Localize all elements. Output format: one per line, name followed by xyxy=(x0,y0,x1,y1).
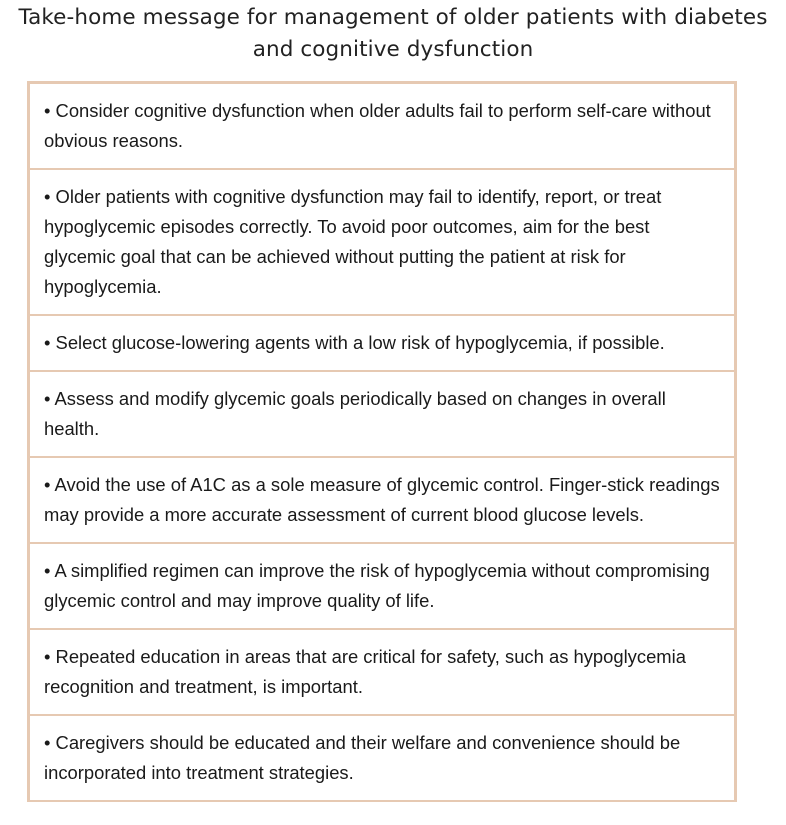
message-row: • Older patients with cognitive dysfunction may fail to identify, report, or treat hypoglycemic episodes correctly. To avoid poor outcomes, aim for the best glycemic goal that can be achieved without putting the patient at risk for hypoglycemia. xyxy=(30,170,734,316)
message-row: • Caregivers should be educated and their welfare and convenience should be incorporated into treatment strategies. xyxy=(30,716,734,802)
message-table xyxy=(27,81,737,802)
message-row: • Assess and modify glycemic goals periodically based on changes in overall health. xyxy=(30,372,734,458)
message-row: • Repeated education in areas that are critical for safety, such as hypoglycemia recognition and treatment, is important. xyxy=(30,630,734,716)
message-row: • A simplified regimen can improve the risk of hypoglycemia without compromising glycemic control and may improve quality of life. xyxy=(30,544,734,630)
message-row: • Avoid the use of A1C as a sole measure of glycemic control. Finger-stick readings may provide a more accurate assessment of current blood glucose levels. xyxy=(30,458,734,544)
message-row: • Consider cognitive dysfunction when older adults fail to perform self-care without obvious reasons. xyxy=(30,84,734,170)
message-row: • Select glucose-lowering agents with a low risk of hypoglycemia, if possible. xyxy=(30,316,734,372)
page-title: Take-home message for management of older patients with diabetes and cognitive dysfunction xyxy=(18,5,768,62)
